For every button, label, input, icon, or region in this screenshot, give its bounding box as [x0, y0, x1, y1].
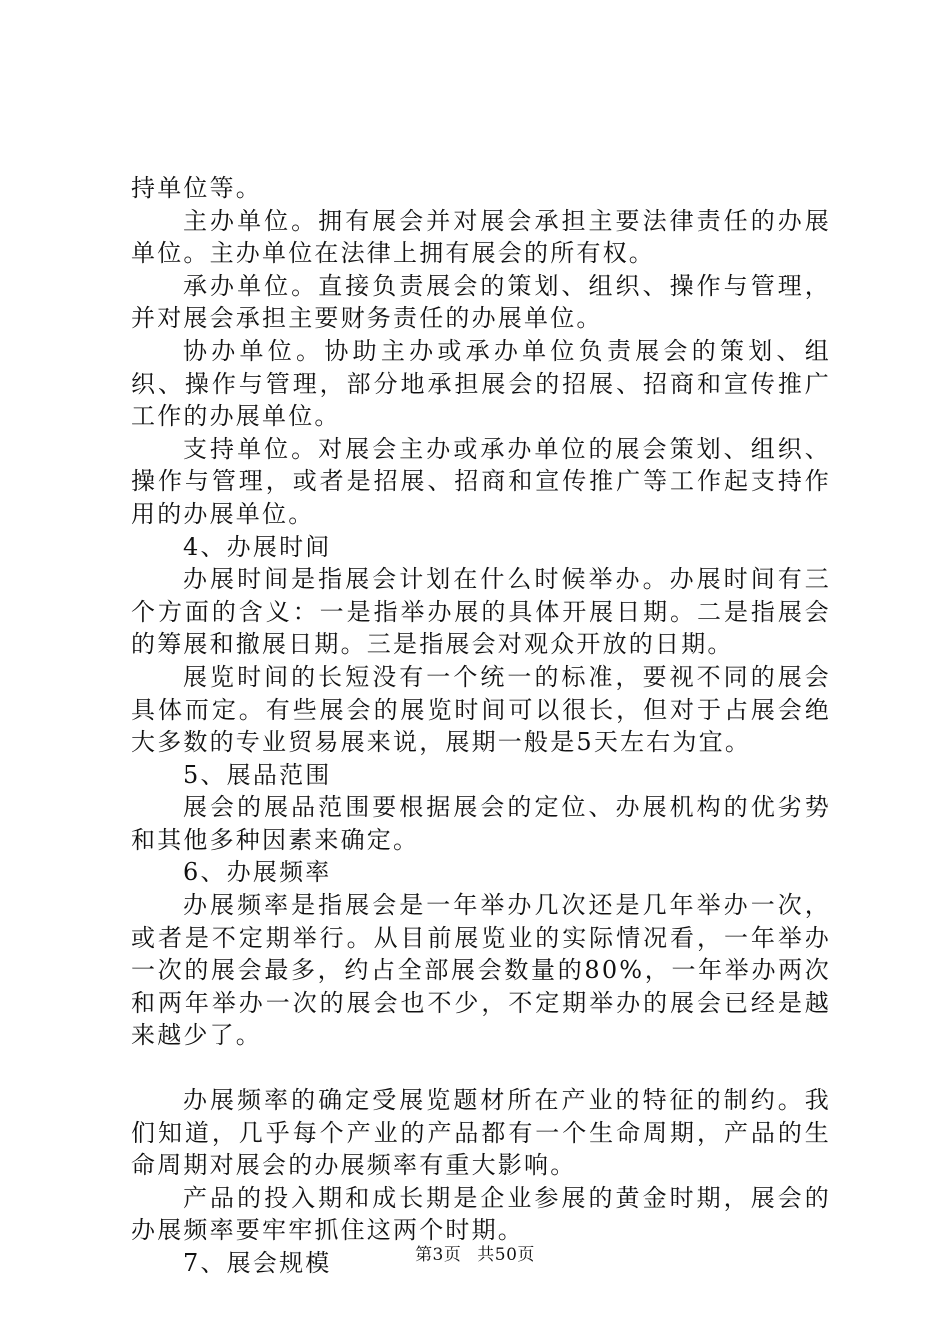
section-heading-exhibition-time: 4、办展时间 — [183, 532, 332, 561]
page-number: 第3页 — [415, 1245, 462, 1265]
paragraph-product-lifecycle: 产品的投入期和成长期是企业参展的黄金时期，展会的办展频率要牢牢抓住这两个时期。 — [131, 1183, 831, 1245]
section-heading-exhibition-frequency: 6、办展频率 — [183, 858, 332, 887]
paragraph-exhibit-scope: 展会的展品范围要根据展会的定位、办展机构的优劣势和其他多种因素来确定。 — [131, 793, 831, 854]
page-total: 共50页 — [477, 1245, 535, 1265]
paragraph-frequency-factors: 办展频率的确定受展览题材所在产业的特征的制约。我们知道，几乎每个产业的产品都有一个生命周期，产品的生命周期对展会的办展频率有重大影响。 — [131, 1086, 831, 1180]
paragraph-co-organizer: 协办单位。协助主办或承办单位负责展会的策划、组织、操作与管理，部分地承担展会的招展、招商和宣传推广工作的办展单位。 — [131, 336, 831, 431]
document-body — [131, 172, 831, 1280]
paragraph-exhibition-time-definition: 办展时间是指展会计划在什么时候举办。办展时间有三个方面的含义：一是指举办展的具体开展日期。二是指展会的筹展和撤展日期。三是指展会对观众开放的日期。 — [131, 565, 831, 659]
page-footer — [0, 1240, 950, 1265]
paragraph-frequency-definition: 办展频率是指展会是一年举办几次还是几年举办一次，或者是不定期举行。从目前展览业的实际情况看，一年举办一次的展会最多，约占全部展会数量的80%，一年举办两次和两年举办一次的展会也不少，不定期举办的展会已经是越来越少了。 — [131, 891, 831, 1050]
paragraph-organizer: 主办单位。拥有展会并对展会承担主要法律责任的办展单位。主办单位在法律上拥有展会的所有权。 — [131, 206, 831, 268]
paragraph-continuation: 持单位等。 — [131, 174, 262, 202]
paragraph-contractor: 承办单位。直接负责展会的策划、组织、操作与管理，并对展会承担主要财务责任的办展单位。 — [131, 271, 831, 333]
paragraph-supporter: 支持单位。对展会主办或承办单位的展会策划、组织、操作与管理，或者是招展、招商和宣传推广等工作起支持作用的办展单位。 — [131, 434, 831, 528]
section-heading-exhibition-scale: 7、展会规模 — [183, 1249, 332, 1277]
section-heading-exhibit-scope: 5、展品范围 — [183, 760, 332, 789]
paragraph-exhibition-duration: 展览时间的长短没有一个统一的标准，要视不同的展会具体而定。有些展会的展览时间可以很长，但对于占展会绝大多数的专业贸易展来说，展期一般是5天左右为宜。 — [131, 662, 831, 757]
